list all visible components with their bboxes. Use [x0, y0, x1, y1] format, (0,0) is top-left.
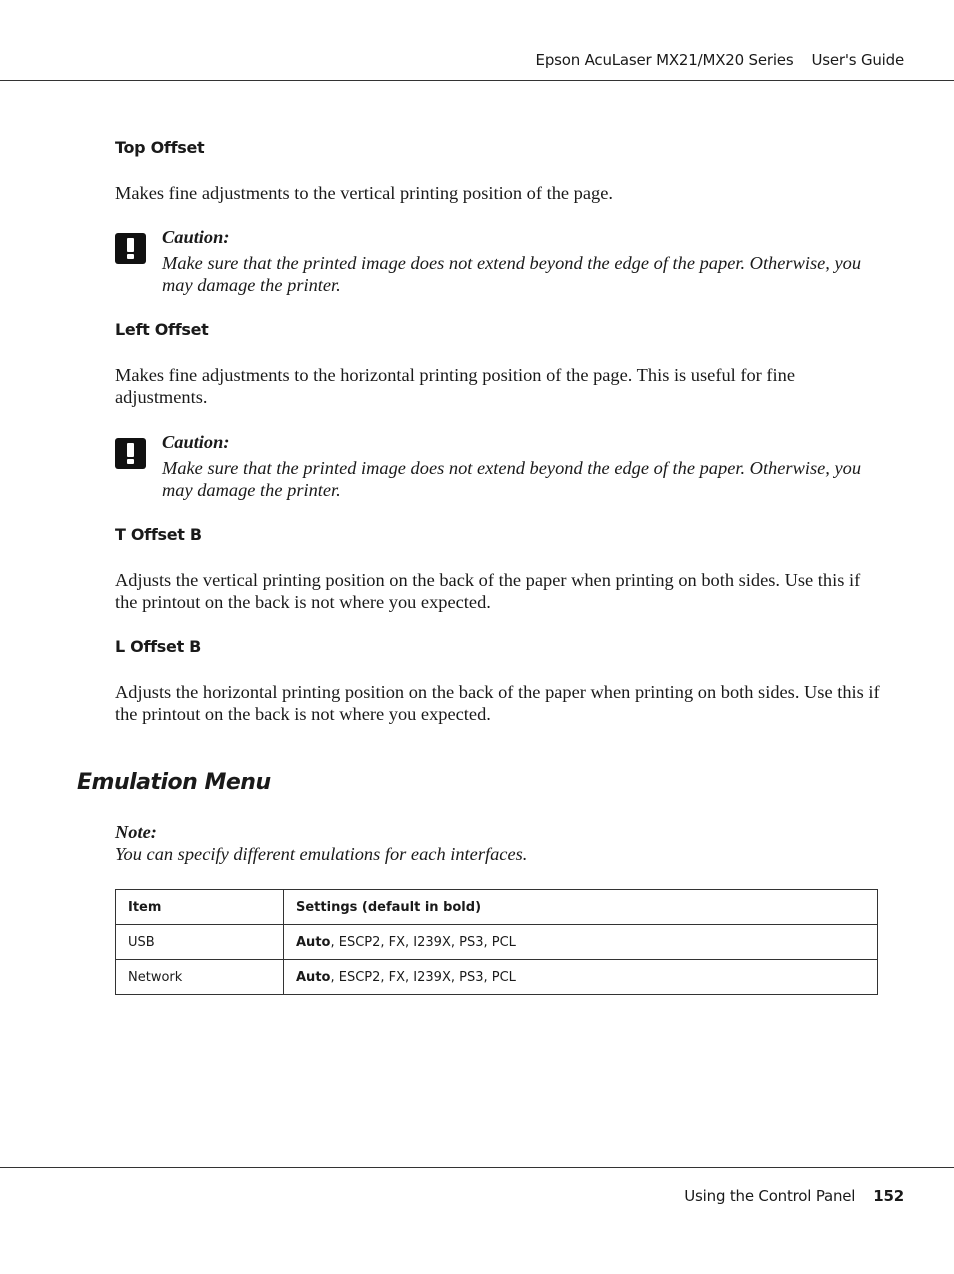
cell-item: USB: [116, 925, 284, 960]
column-header-item: Item: [116, 890, 284, 925]
header-guide: User's Guide: [811, 51, 904, 69]
heading-top-offset: Top Offset: [115, 138, 205, 157]
emulation-settings-table: [115, 889, 878, 995]
section-title-emulation-menu: Emulation Menu: [77, 770, 271, 795]
table-header-row: [116, 890, 878, 925]
caution-text: Make sure that the printed image does not extend beyond the edge of the paper. Otherwise, you may damage the printer.: [162, 458, 862, 500]
text-top-offset: Makes fine adjustments to the vertical printing position of the page.: [115, 183, 613, 203]
note-text: You can specify different emulations for each interfaces.: [115, 844, 528, 864]
caution-title: Caution:: [162, 227, 230, 247]
other-settings: , ESCP2, FX, I239X, PS3, PCL: [330, 969, 516, 985]
running-footer: [684, 1187, 904, 1205]
heading-l-offset-b: L Offset B: [115, 637, 202, 656]
text-t-offset-b: Adjusts the vertical printing position on the back of the paper when printing on both sides. Use this if the printout on the back is not where you expected.: [115, 570, 861, 612]
page-number: 152: [873, 1187, 904, 1205]
default-setting: Auto: [296, 934, 331, 950]
footer-chapter: Using the Control Panel: [684, 1187, 856, 1205]
text-left-offset: Makes fine adjustments to the horizontal printing position of the page. This is useful for fine adjustments.: [115, 365, 795, 407]
default-setting: Auto: [296, 969, 331, 985]
cell-settings: [284, 925, 878, 960]
text-l-offset-b: Adjusts the horizontal printing position on the back of the paper when printing on both sides. Use this if the printout on the back is not where you expected.: [115, 682, 880, 724]
table-row: [116, 960, 878, 995]
column-header-settings: Settings (default in bold): [284, 890, 878, 925]
table-row: [116, 925, 878, 960]
caution-icon: [115, 233, 146, 264]
header-rule: [0, 80, 954, 81]
other-settings: , ESCP2, FX, I239X, PS3, PCL: [330, 934, 516, 950]
caution-icon: [115, 438, 146, 469]
footer-rule: [0, 1167, 954, 1168]
header-product: Epson AcuLaser MX21/MX20 Series: [535, 51, 794, 69]
note-title: Note:: [115, 822, 157, 842]
cell-item: Network: [116, 960, 284, 995]
running-header: [536, 51, 904, 69]
heading-t-offset-b: T Offset B: [115, 525, 202, 544]
caution-title: Caution:: [162, 432, 230, 452]
heading-left-offset: Left Offset: [115, 320, 209, 339]
caution-text: Make sure that the printed image does not extend beyond the edge of the paper. Otherwise, you may damage the printer.: [162, 253, 862, 295]
cell-settings: [284, 960, 878, 995]
